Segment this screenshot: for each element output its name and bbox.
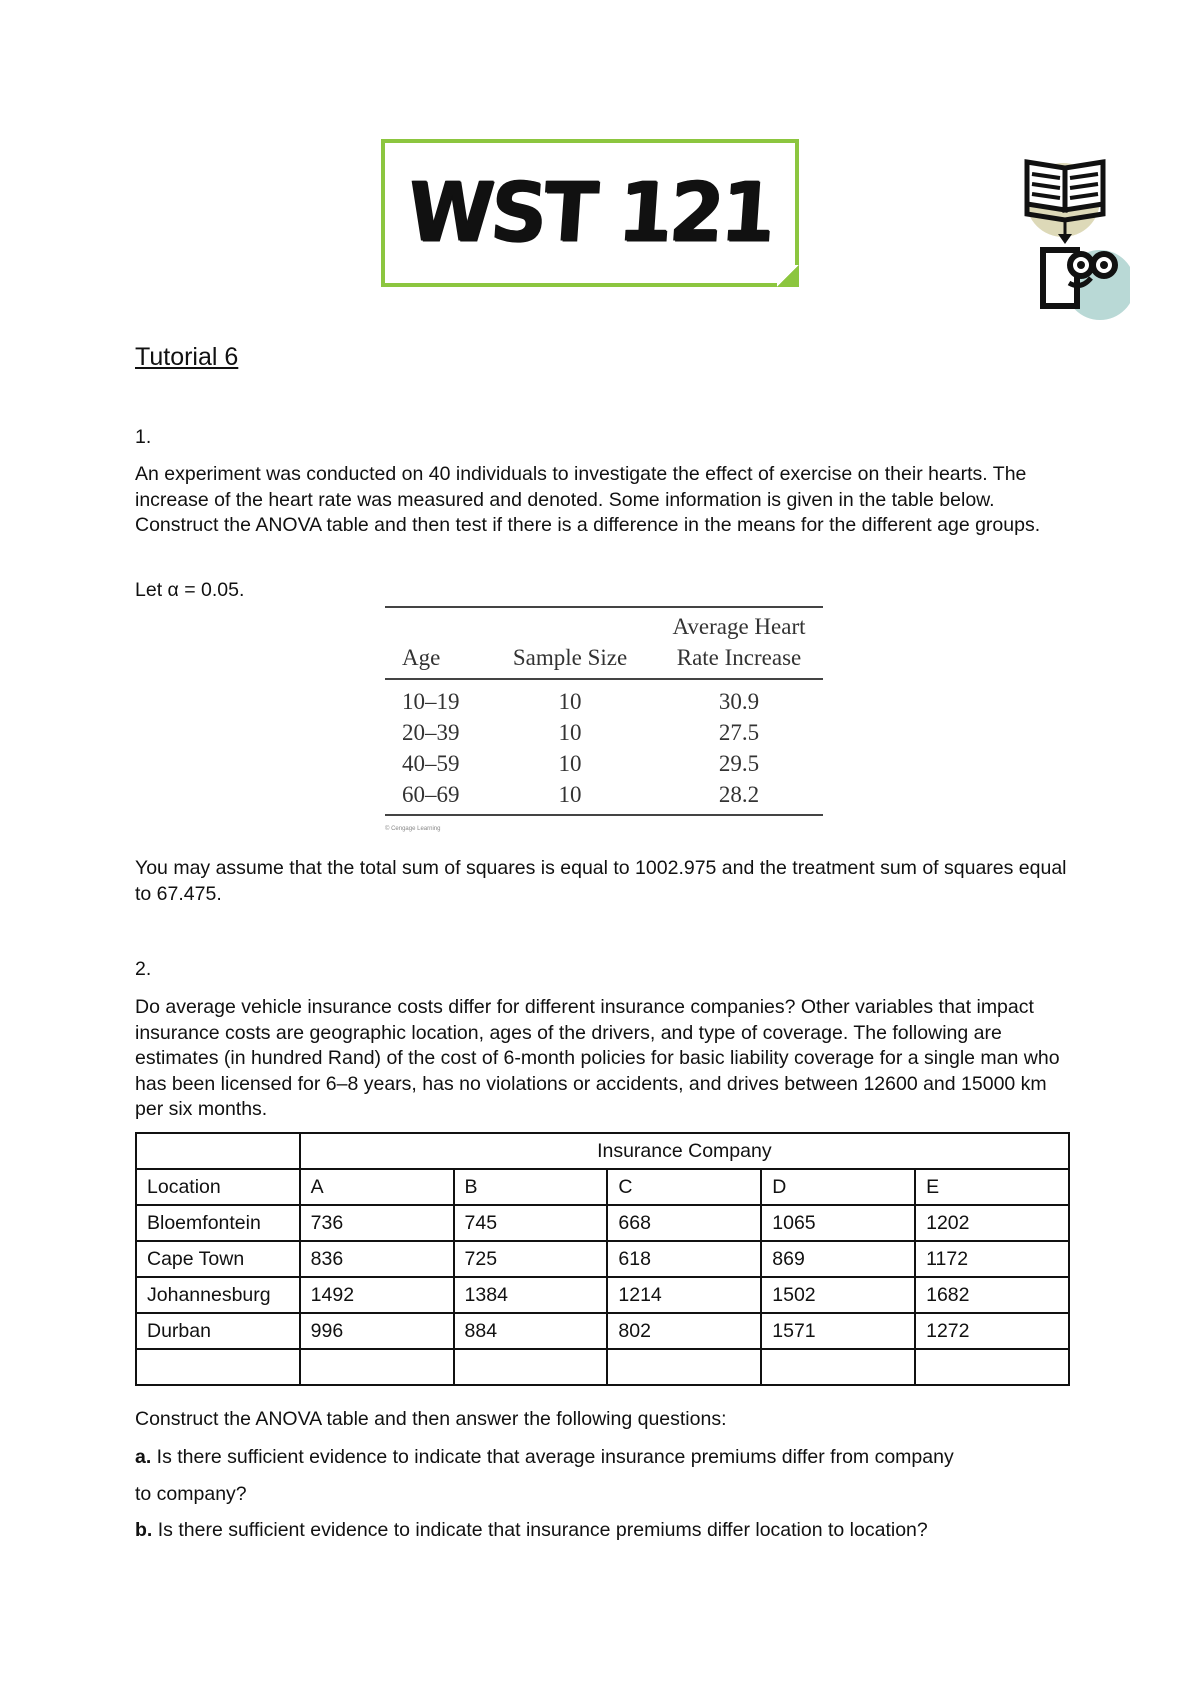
anova-instruction: Construct the ANOVA table and then answer the following questions:	[135, 1408, 727, 1430]
company-header: D	[761, 1169, 915, 1205]
cost-cell: 836	[300, 1241, 454, 1277]
cost-cell: 1214	[607, 1277, 761, 1313]
question-1-number: 1.	[135, 426, 152, 448]
page-fold-corner	[777, 265, 799, 287]
course-title-box	[381, 139, 799, 287]
table-row	[136, 1205, 1069, 1241]
tutorial-title: Tutorial 6	[135, 343, 239, 371]
empty-cell	[136, 1133, 300, 1169]
cost-cell: 618	[607, 1241, 761, 1277]
age-cell: 20–39	[402, 720, 460, 745]
sample-size-cell: 10	[558, 751, 582, 776]
avg-increase-cell: 27.5	[718, 720, 760, 745]
location-cell: Cape Town	[136, 1241, 300, 1277]
alpha-statement: Let α = 0.05.	[135, 579, 245, 601]
avg-increase-cell: 28.2	[718, 782, 760, 807]
sample-size-cell: 10	[558, 689, 582, 714]
part-a	[135, 1445, 954, 1471]
question-1-text: An experiment was conducted on 40 individuals to investigate the effect of exercise on their hearts. The increase of the heart rate was measured and denoted. Some information is given in the table below. Construct the ANOVA table and then test if there is a difference in the means for the different age groups.	[135, 463, 1041, 536]
cost-cell: 668	[607, 1205, 761, 1241]
empty-cell	[607, 1349, 761, 1385]
age-cell: 40–59	[402, 751, 460, 776]
empty-cell	[454, 1349, 608, 1385]
cost-cell: 725	[454, 1241, 608, 1277]
avg-increase-cell: 29.5	[718, 751, 760, 776]
part-b-text: Is there sufficient evidence to indicate that insurance premiums differ location to location?	[152, 1519, 928, 1541]
table-row	[136, 1169, 1069, 1205]
location-cell: Durban	[136, 1313, 300, 1349]
table-rule	[385, 678, 823, 680]
heart-rate-table	[385, 606, 823, 832]
cost-cell: 1502	[761, 1277, 915, 1313]
cost-cell: 1682	[915, 1277, 1069, 1313]
location-header: Location	[136, 1169, 300, 1205]
location-cell: Johannesburg	[136, 1277, 300, 1313]
cost-cell: 1065	[761, 1205, 915, 1241]
cost-cell: 1492	[300, 1277, 454, 1313]
part-a-label: a.	[135, 1446, 152, 1468]
empty-cell	[136, 1349, 300, 1385]
age-cell: 10–19	[402, 689, 460, 714]
question-1-note: You may assume that the total sum of squares is equal to 1002.975 and the treatment sum of squares equal to 67.475.	[135, 857, 1067, 905]
sample-size-cell: 10	[558, 720, 582, 745]
table-row	[136, 1241, 1069, 1277]
cost-cell: 745	[454, 1205, 608, 1241]
empty-cell	[761, 1349, 915, 1385]
company-header: E	[915, 1169, 1069, 1205]
cost-cell: 1384	[454, 1277, 608, 1313]
cost-cell: 1172	[915, 1241, 1069, 1277]
avg-increase-cell: 30.9	[718, 689, 760, 714]
table-row	[136, 1277, 1069, 1313]
question-2-text: Do average vehicle insurance costs differ for different insurance companies? Other variables that impact insurance costs are geographic location, ages of the drivers, and type of coverage. The following are estimates (in hundred Rand) of the cost of 6-month policies for basic liability coverage for a single man who has been licensed for 6–8 years, has no violations or accidents, and drives between 12600 and 15000 km per six months.	[135, 996, 1060, 1120]
cost-cell: 884	[454, 1313, 608, 1349]
course-code: WST 121	[404, 165, 776, 261]
location-cell: Bloemfontein	[136, 1205, 300, 1241]
question-2-number: 2.	[135, 958, 152, 980]
table-rule	[385, 606, 823, 608]
cost-cell: 802	[607, 1313, 761, 1349]
part-a-text: Is there sufficient evidence to indicate that average insurance premiums differ from company	[151, 1446, 954, 1468]
part-a-continuation: to company?	[135, 1483, 247, 1505]
cost-cell: 869	[761, 1241, 915, 1277]
book-reader-icon	[1015, 150, 1130, 325]
table-rule	[385, 814, 823, 816]
table-row	[136, 1313, 1069, 1349]
sample-size-cell: 10	[558, 782, 582, 807]
avg-header-line2: Rate Increase	[676, 645, 802, 670]
table-row	[136, 1349, 1069, 1385]
age-cell: 60–69	[402, 782, 460, 807]
cost-cell: 1202	[915, 1205, 1069, 1241]
sample-size-header: Sample Size	[512, 645, 628, 670]
cost-cell: 736	[300, 1205, 454, 1241]
table-row	[136, 1133, 1069, 1169]
cost-cell: 1272	[915, 1313, 1069, 1349]
company-header: A	[300, 1169, 454, 1205]
empty-cell	[300, 1349, 454, 1385]
cost-cell: 1571	[761, 1313, 915, 1349]
cost-cell: 996	[300, 1313, 454, 1349]
age-header: Age	[402, 645, 441, 670]
insurance-table	[135, 1132, 1070, 1386]
company-header: B	[454, 1169, 608, 1205]
insurance-company-header: Insurance Company	[300, 1133, 1069, 1169]
part-b-label: b.	[135, 1519, 153, 1541]
part-b	[135, 1518, 928, 1544]
company-header: C	[607, 1169, 761, 1205]
table-credit: © Cengage Learning	[385, 826, 441, 832]
avg-header-line1: Average Heart	[672, 614, 806, 639]
empty-cell	[915, 1349, 1069, 1385]
